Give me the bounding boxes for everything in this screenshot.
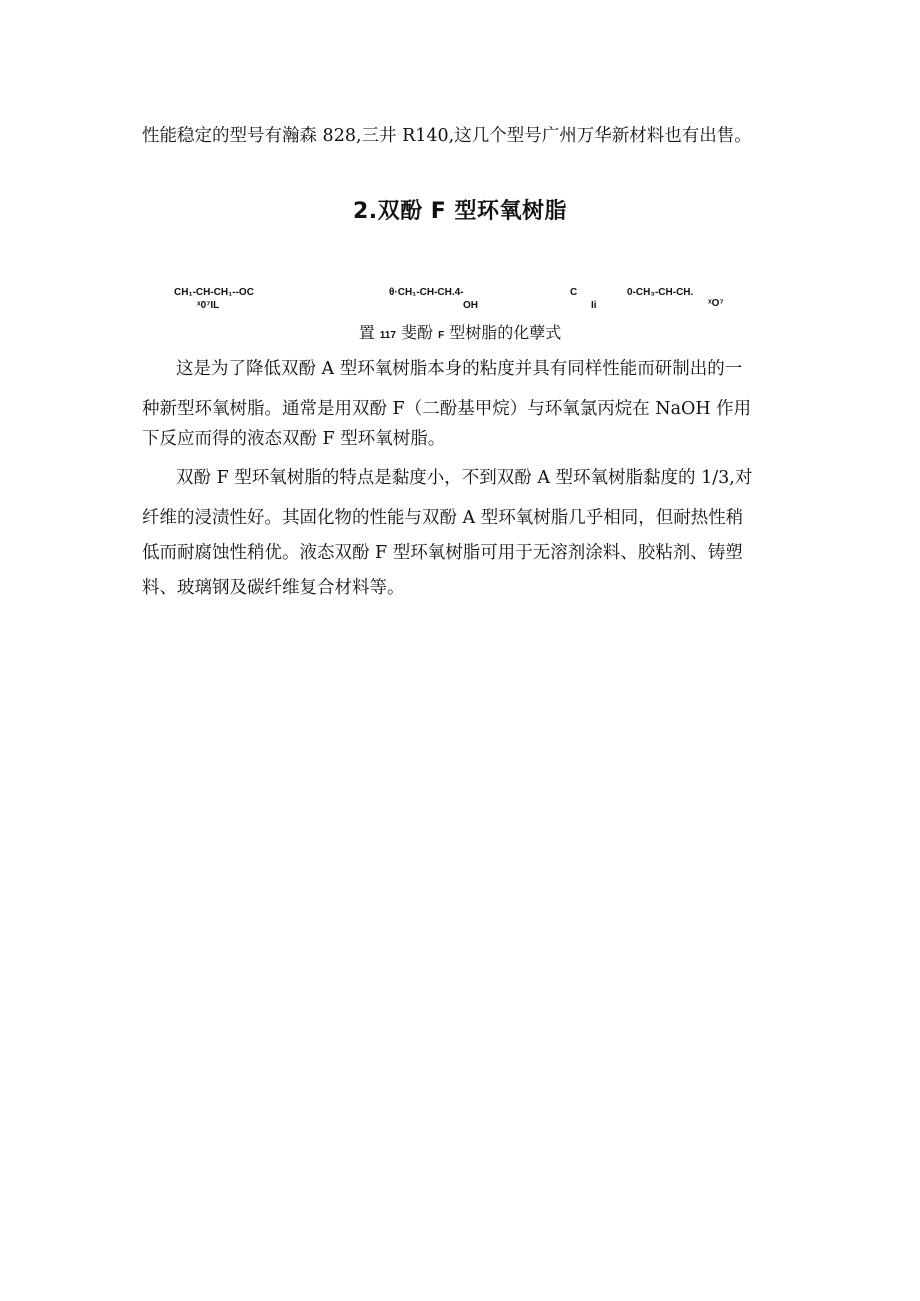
formula-fragment-2-bottom: OH — [463, 300, 478, 311]
paragraph-2-line-1: 双酚 F 型环氧树脂的特点是黏度小，不到双酚 A 型环氧树脂黏度的 1/3,对 — [176, 468, 753, 488]
figure-caption — [0, 320, 920, 349]
formula-fragment-3-bottom: Ii — [591, 300, 597, 311]
caption-letter: F — [438, 330, 445, 341]
caption-number: 117 — [379, 330, 396, 341]
formula-fragment-4-top: 0-CH₃-CH-CH. — [627, 287, 694, 298]
paragraph-2-line-2: 纤维的浸渍性好。其固化物的性能与双酚 A 型环氧树脂几乎相同，但耐热性稍 — [142, 508, 744, 528]
formula-fragment-4-bottom: ˣO⁷ — [708, 298, 724, 309]
paragraph-1-line-3: 下反应而得的液态双酚 F 型环氧树脂。 — [142, 429, 446, 449]
paragraph-1-line-2: 种新型环氧树脂。通常是用双酚 F（二酚基甲烷）与环氧氯丙烷在 NaOH 作用 — [142, 399, 752, 419]
caption-part-2: 斐酚 — [395, 323, 439, 342]
formula-fragment-3-top: C — [570, 287, 578, 298]
intro-text: 性能稳定的型号有瀚森 828,三井 R140,这几个型号广州万华新材料也有出售。 — [142, 126, 752, 146]
paragraph-2-line-3: 低而耐腐蚀性稍优。液态双酚 F 型环氧树脂可用于无溶剂涂料、胶粘剂、铸塑 — [142, 543, 743, 563]
formula-fragment-1-top: CH₁-CH-CH₁--OC — [174, 287, 254, 298]
caption-part-1: 置 — [358, 323, 380, 342]
formula-fragment-1-bottom: ˣ0⁷IL — [197, 300, 220, 311]
formula-fragment-2-top: θ·CH₁-CH-CH.4- — [389, 287, 464, 298]
paragraph-1-line-1: 这是为了降低双酚 A 型环氧树脂本身的粘度并具有同样性能而研制出的一 — [176, 359, 743, 379]
section-heading: 2.双酚 F 型环氧树脂 — [352, 199, 567, 224]
paragraph-2-line-4: 料、玻璃钢及碳纤维复合材料等。 — [142, 578, 405, 598]
caption-part-3: 型树脂的化孽式 — [444, 323, 562, 342]
